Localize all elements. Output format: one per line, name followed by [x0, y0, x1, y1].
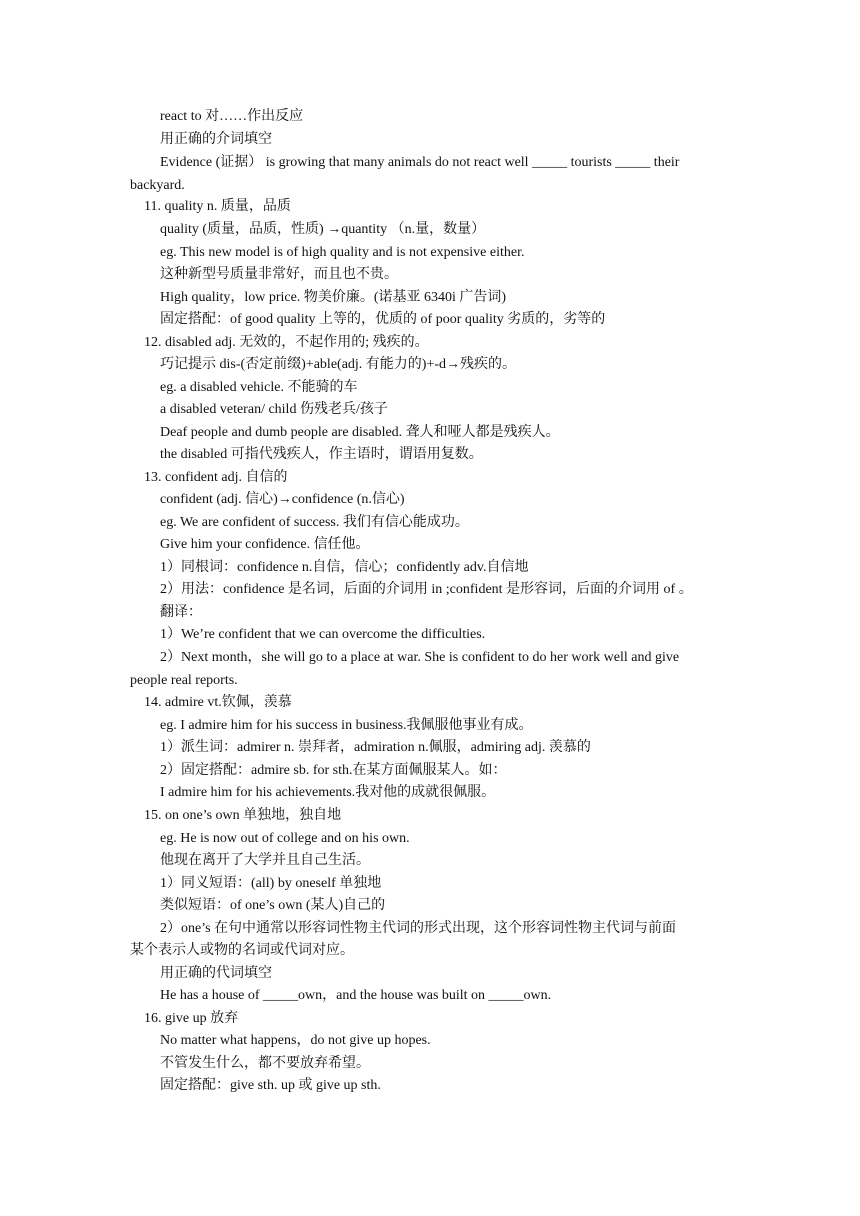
section-heading: 13. confident adj. 自信的 [144, 470, 288, 485]
text-line: 类似短语：of one’s own (某人)自己的 [160, 898, 386, 913]
section-heading: 15. on one’s own 单独地，独自地 [144, 808, 342, 823]
text-line: Give him your confidence. 信任他。 [160, 537, 370, 552]
text-line: people real reports. [130, 673, 238, 688]
section-heading: 11. quality n. 质量，品质 [144, 199, 291, 214]
text-line: eg. I admire him for his success in business.我佩服他事业有成。 [160, 718, 533, 733]
text-line: 1）同根词：confidence n.自信，信心；confidently adv.自信地 [160, 560, 529, 575]
text-line: confident (adj. 信心)→confidence (n.信心) [160, 492, 405, 507]
section-heading: 12. disabled adj. 无效的，不起作用的; 残疾的。 [144, 335, 429, 350]
text-line: Evidence (证据） is growing that many animals do not react well _____ tourists _____ their [160, 155, 680, 170]
text-line: 他现在离开了大学并且自己生活。 [160, 853, 370, 868]
text-line: He has a house of _____own，and the house was built on _____own. [160, 988, 552, 1003]
text-line: 这种新型号质量非常好，而且也不贵。 [160, 267, 398, 282]
text-line: 1）We’re confident that we can overcome the difficulties. [160, 627, 486, 642]
text-line: 2）用法：confidence 是名词，后面的介词用 in ;confident 是形容词，后面的介词用 of 。 [160, 582, 693, 597]
text-line: eg. He is now out of college and on his own. [160, 831, 410, 846]
text-line: 不管发生什么，都不要放弃希望。 [160, 1056, 370, 1071]
text-line: 2）固定搭配：admire sb. for sth.在某方面佩服某人。如： [160, 763, 507, 778]
section-heading: 16. give up 放弃 [144, 1011, 239, 1026]
text-line: No matter what happens，do not give up hopes. [160, 1033, 431, 1048]
text-line: 1）派生词：admirer n. 崇拜者，admiration n.佩服，admiring adj. 羡慕的 [160, 740, 591, 755]
text-line: quality (质量，品质，性质) →quantity （n.量，数量） [160, 222, 486, 237]
section-heading: 14. admire vt.钦佩，羡慕 [144, 695, 292, 710]
text-line: 固定搭配：of good quality 上等的，优质的 of poor quality 劣质的，劣等的 [160, 312, 606, 327]
text-line: 1）同义短语：(all) by oneself 单独地 [160, 876, 382, 891]
text-line: I admire him for his achievements.我对他的成就很佩服。 [160, 785, 496, 800]
text-line: eg. We are confident of success. 我们有信心能成功。 [160, 515, 469, 530]
text-line: 2）one’s 在句中通常以形容词性物主代词的形式出现，这个形容词性物主代词与前面 [160, 921, 677, 936]
text-line: a disabled veteran/ child 伤残老兵/孩子 [160, 402, 388, 417]
text-line: 翻译： [160, 605, 202, 620]
text-line: 巧记提示 dis-(否定前缀)+able(adj. 有能力的)+-d→残疾的。 [160, 357, 517, 372]
text-line: eg. a disabled vehicle. 不能骑的车 [160, 380, 358, 395]
text-line: 2）Next month，she will go to a place at war. She is confident to do her work well and give [160, 650, 680, 665]
text-line: 用正确的介词填空 [160, 132, 272, 147]
text-line: 固定搭配：give sth. up 或 give up sth. [160, 1078, 381, 1093]
text-line: backyard. [130, 178, 185, 193]
text-line: react to 对……作出反应 [160, 109, 304, 124]
text-line: High quality，low price. 物美价廉。(诺基亚 6340i 广告词) [160, 290, 507, 305]
text-line: the disabled 可指代残疾人，作主语时，谓语用复数。 [160, 447, 483, 462]
text-line: Deaf people and dumb people are disabled. 聋人和哑人都是残疾人。 [160, 425, 560, 440]
text-line: 用正确的代词填空 [160, 966, 272, 981]
text-line: eg. This new model is of high quality and is not expensive either. [160, 245, 525, 260]
text-line: 某个表示人或物的名词或代词对应。 [130, 943, 354, 958]
